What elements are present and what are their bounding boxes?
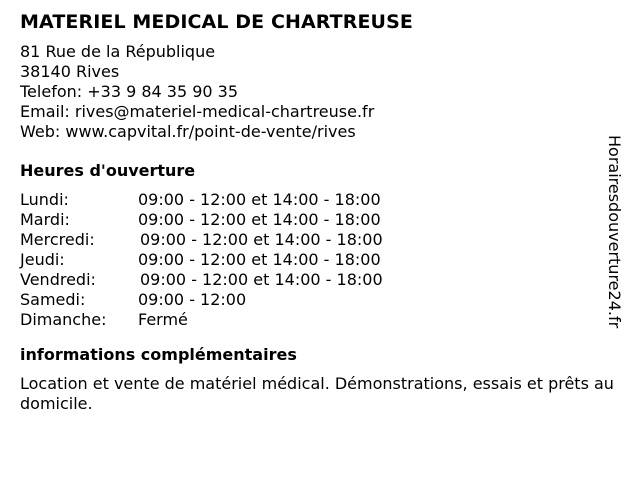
- day-label: Vendredi:: [20, 270, 96, 289]
- day-label: Mercredi:: [20, 230, 95, 249]
- additional-info-text: Location et vente de matériel médical. Démonstrations, essais et prêts au domicile.: [20, 374, 614, 413]
- hours-row-dimanche: [20, 310, 620, 330]
- day-hours: 09:00 - 12:00 et 14:00 - 18:00: [140, 230, 383, 249]
- day-hours: Fermé: [138, 310, 188, 329]
- hours-row-jeudi: [20, 250, 620, 270]
- hours-row-vendredi: [20, 270, 620, 290]
- business-card: [20, 10, 620, 414]
- address-block: [20, 42, 620, 142]
- street-address: 81 Rue de la République: [20, 42, 216, 61]
- hours-row-samedi: [20, 290, 620, 310]
- phone-number[interactable]: Telefon: +33 9 84 35 90 35: [20, 82, 239, 101]
- day-hours: 09:00 - 12:00 et 14:00 - 18:00: [138, 210, 381, 229]
- hours-row-lundi: [20, 190, 620, 210]
- hours-row-mardi: [20, 210, 620, 230]
- day-hours: 09:00 - 12:00: [138, 290, 247, 309]
- day-hours: 09:00 - 12:00 et 14:00 - 18:00: [140, 270, 383, 289]
- opening-hours-heading: Heures d'ouverture: [20, 161, 196, 180]
- site-watermark: Horairesdouverture24.fr: [605, 135, 624, 329]
- day-label: Mardi:: [20, 210, 70, 229]
- day-label: Samedi:: [20, 290, 86, 309]
- opening-hours-table: [20, 190, 620, 330]
- website-link[interactable]: Web: www.capvital.fr/point-de-vente/rives: [20, 122, 356, 141]
- day-hours: 09:00 - 12:00 et 14:00 - 18:00: [138, 190, 381, 209]
- day-label: Dimanche:: [20, 310, 107, 329]
- additional-info-heading: informations complémentaires: [20, 345, 297, 364]
- day-label: Jeudi:: [20, 250, 65, 269]
- day-hours: 09:00 - 12:00 et 14:00 - 18:00: [138, 250, 381, 269]
- email-address[interactable]: Email: rives@materiel-medical-chartreuse.fr: [20, 102, 375, 121]
- business-name: MATERIEL MEDICAL DE CHARTREUSE: [20, 11, 413, 33]
- day-label: Lundi:: [20, 190, 69, 209]
- city-address: 38140 Rives: [20, 62, 120, 81]
- hours-row-mercredi: [20, 230, 620, 250]
